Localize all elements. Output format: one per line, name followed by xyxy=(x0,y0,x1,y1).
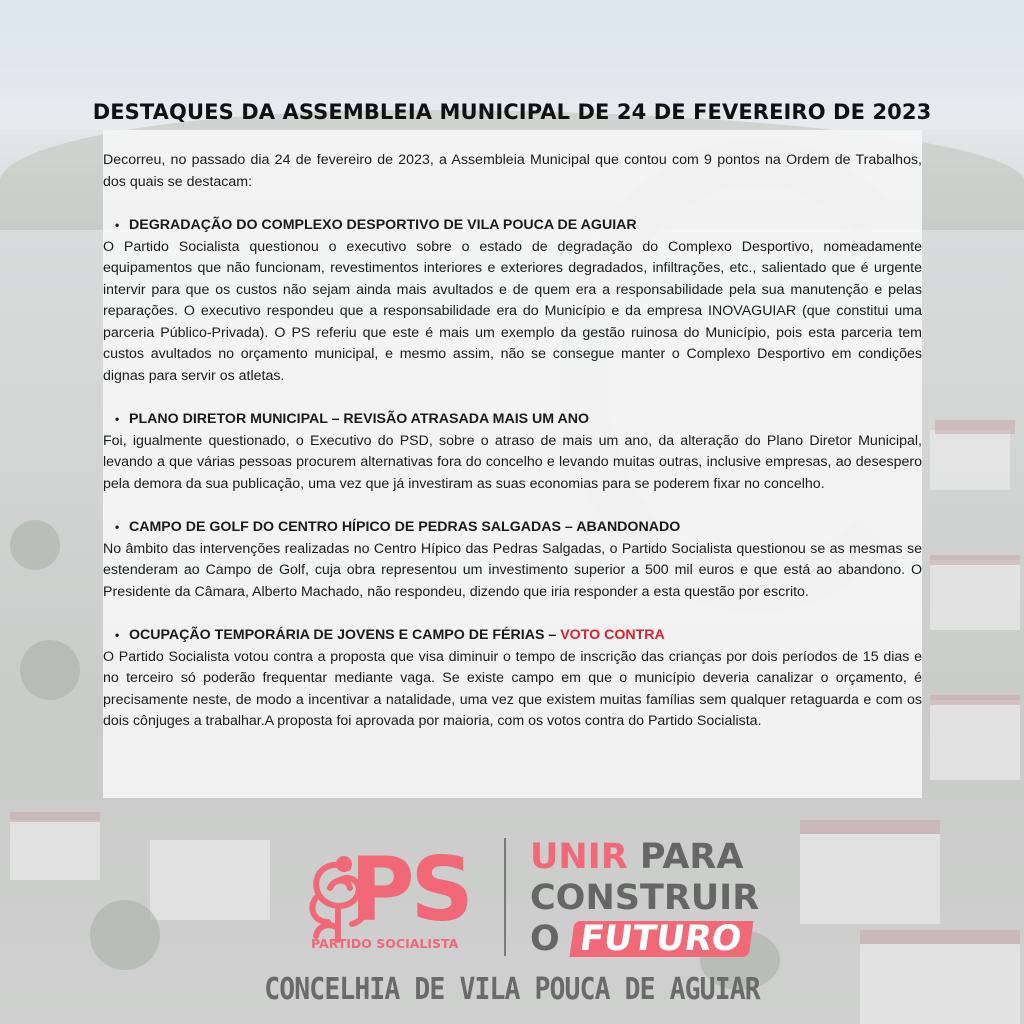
section-heading xyxy=(103,517,922,539)
section-heading xyxy=(103,215,922,237)
ps-logo-subtitle: PARTIDO SOCIALISTA xyxy=(311,936,459,951)
ps-logo-text: PS xyxy=(350,838,470,941)
section-body: Foi, igualmente questionado, o Executivo do PSD, sobre o atraso de mais um ano, da alteração do Plano Diretor Municipal, levando a que várias pessoas procurem alternativas fora do concelho e levando muitas outras, inclusive empresas, ao desespero pela demora da sua publicação, uma vez que já investiram as suas economias para se poderem fixar no concelho. xyxy=(103,432,922,492)
bullet-icon: • xyxy=(115,628,120,642)
slogan-construir: CONSTRUIR xyxy=(530,878,760,918)
bullet-icon: • xyxy=(115,520,120,534)
logo-divider xyxy=(504,838,506,956)
bullet-icon: • xyxy=(115,218,120,232)
section-heading-text: OCUPAÇÃO TEMPORÁRIA DE JOVENS E CAMPO DE FÉRIAS – xyxy=(129,627,557,643)
section-heading-text: CAMPO DE GOLF DO CENTRO HÍPICO DE PEDRAS SALGADAS – ABANDONADO xyxy=(129,519,681,535)
bullet-icon: • xyxy=(115,412,120,426)
section-body: O Partido Socialista questionou o executivo sobre o estado de degradação do Complexo Desportivo, nomeadamente equipamentos que não funcionam, revestimentos interiores e exteriores degradados, infiltrações, etc., salientado que é urgente intervir para que os custos não sejam ainda mais avultados e de quem era a responsabilidade pela sua manutenção e pelas reparações. O executivo respondeu que a responsabilidade era do Município e da empresa INOVAGUIAR (que constitui uma parceria Público-Privada). O PS referiu que este é mais um exemplo da gestão ruinosa do Município, pois esta parceria tem custos avultados no orçamento municipal, e mesmo assim, não se consegue manter o Complexo Desportivo em condições dignas para servir os atletas. xyxy=(103,238,922,384)
footer-concelhia: CONCELHIA DE VILA POUCA DE AGUIAR xyxy=(264,972,760,1007)
slogan-unir: UNIR xyxy=(530,837,628,877)
slogan-futuro: FUTURO xyxy=(569,921,753,957)
section-body: O Partido Socialista votou contra a proposta que visa diminuir o tempo de inscrição das crianças por dois períodos de 15 dias e no terceiro só poderão frequentar mediante vaga. Se existe campo em que o município deveria canalizar o orçamento, é precisamente neste, de modo a incentivar a natalidade, uma vez que existem muitas famílias sem qualquer retaguarda e com os dois cônjuges a trabalhar.A proposta foi aprovada por maioria, com os votos contra do Partido Socialista. xyxy=(103,648,922,729)
article-body xyxy=(103,150,922,733)
vote-against-label: VOTO CONTRA xyxy=(560,627,665,643)
section-heading xyxy=(103,409,922,431)
section-heading-text: PLANO DIRETOR MUNICIPAL – REVISÃO ATRASADA MAIS UM ANO xyxy=(129,411,590,427)
slogan-o: O xyxy=(530,919,560,959)
section-body: No âmbito das intervenções realizadas no Centro Hípico das Pedras Salgadas, o Partido Socialista questionou se as mesmas se estenderam ao Campo de Golf, cuja obra representou um investimento superior a 500 mil euros e que está ao abandono. O Presidente da Câmara, Alberto Machado, não respondeu, dizendo que iria responder a esta questão por escrito. xyxy=(103,540,922,600)
slogan xyxy=(530,837,759,960)
section-heading-text: DEGRADAÇÃO DO COMPLEXO DESPORTIVO DE VILA POUCA DE AGUIAR xyxy=(129,217,637,233)
section-heading xyxy=(103,625,922,647)
intro-paragraph: Decorreu, no passado dia 24 de fevereiro de 2023, a Assembleia Municipal que contou com 9 pontos na Ordem de Trabalhos, dos quais se destacam: xyxy=(103,152,922,190)
page-title: DESTAQUES DA ASSEMBLEIA MUNICIPAL DE 24 DE FEVEREIRO DE 2023 xyxy=(92,100,932,124)
slogan-para: PARA xyxy=(639,837,744,877)
